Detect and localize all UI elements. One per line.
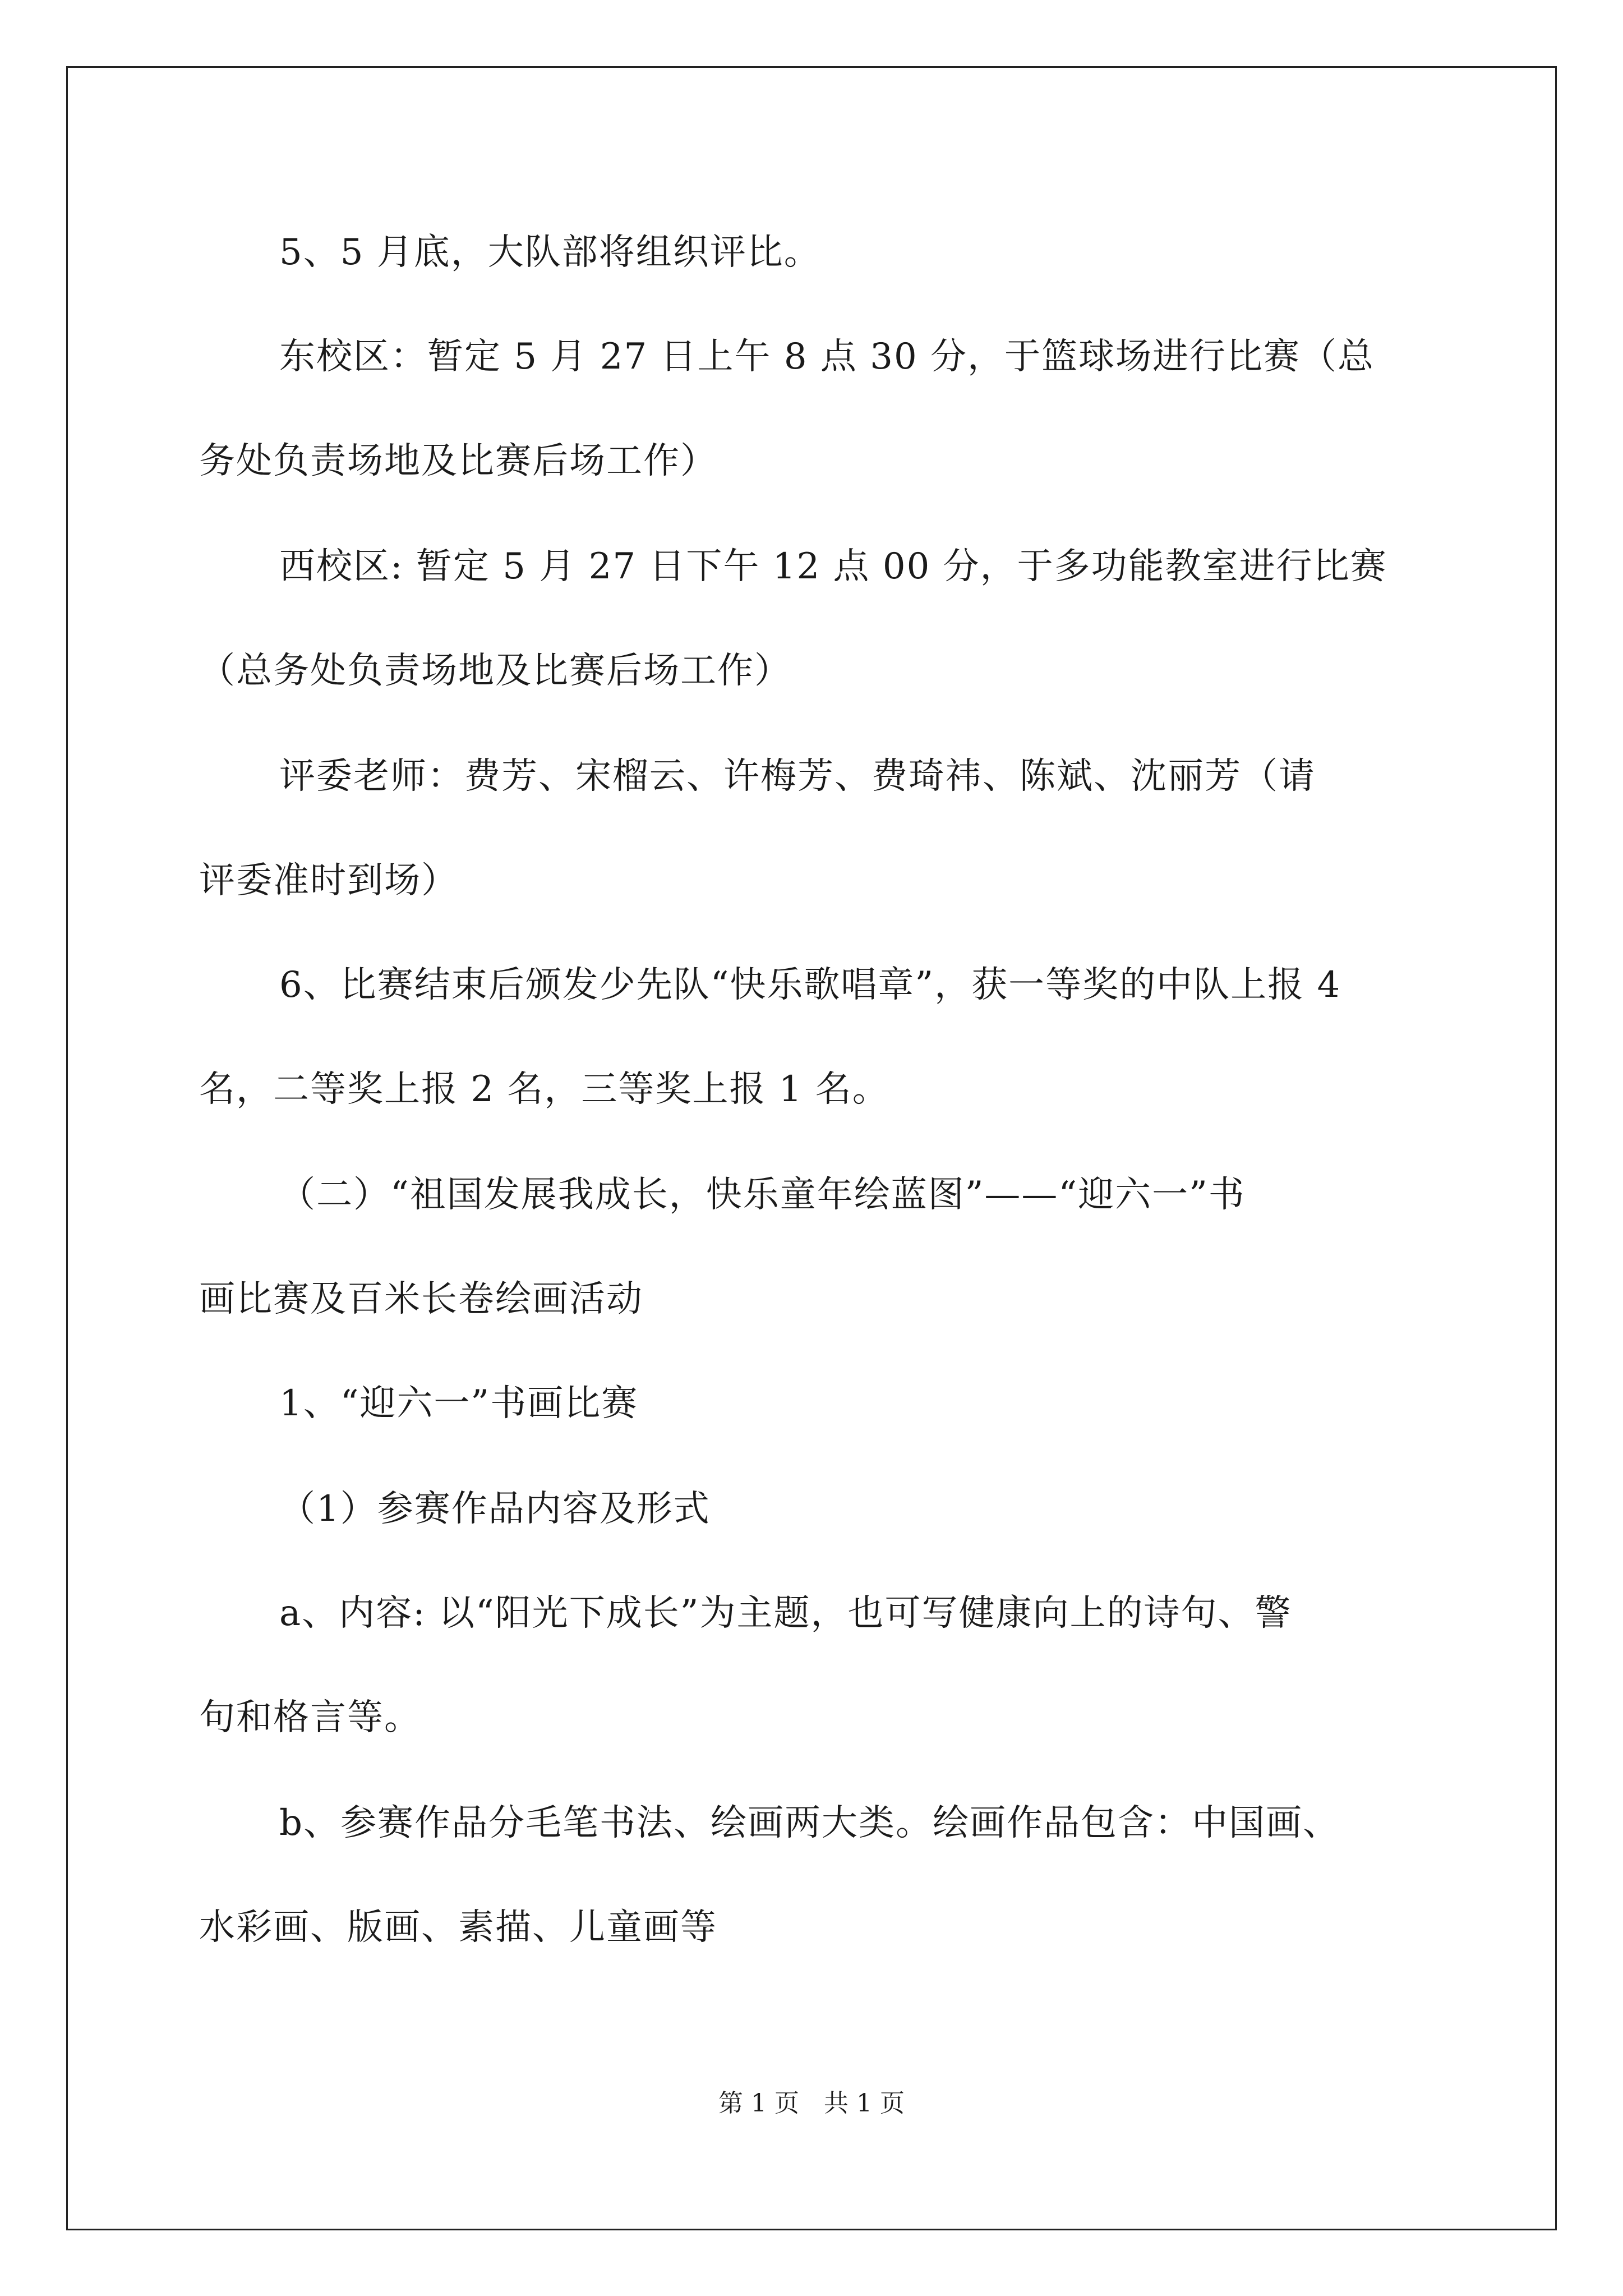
- text-line: a、内容: 以“阳光下成长”为主题，也可写健康向上的诗句、警: [279, 1593, 1292, 1634]
- text-line: 东校区：暂定 5 月 27 日上午 8 点 30 分，于篮球场进行比赛（总: [279, 336, 1375, 378]
- text-line: 务处负责场地及比赛后场工作）: [199, 440, 717, 482]
- text-line: 评委老师：费芳、宋榴云、许梅芳、费琦祎、陈斌、沈丽芳（请: [279, 756, 1316, 797]
- text-line: （二）“祖国发展我成长，快乐童年绘蓝图”——“迎六一”书: [279, 1174, 1246, 1216]
- page-footer: 第 1 页 共 1 页: [718, 2089, 905, 2118]
- text-line: 6、比赛结束后颁发少先队“快乐歌唱章”，获一等奖的中队上报 4: [279, 964, 1341, 1006]
- text-line: 评委准时到场）: [199, 860, 458, 901]
- text-line: 句和格言等。: [199, 1697, 421, 1738]
- text-line: b、参赛作品分毛笔书法、绘画两大类。绘画作品包含：中国画、: [279, 1802, 1340, 1844]
- text-line: 名，二等奖上报 2 名，三等奖上报 1 名。: [199, 1069, 889, 1110]
- text-line: 5、5 月底，大队部将组织评比。: [279, 232, 821, 273]
- text-line: （总务处负责场地及比赛后场工作）: [199, 650, 791, 692]
- text-line: 画比赛及百米长卷绘画活动: [199, 1278, 643, 1320]
- text-line: 水彩画、版画、素描、儿童画等: [199, 1907, 717, 1948]
- text-line: 西校区: 暂定 5 月 27 日下午 12 点 00 分，于多功能教室进行比赛: [279, 546, 1387, 587]
- text-line: 1、“迎六一”书画比赛: [279, 1383, 639, 1424]
- text-line: （1）参赛作品内容及形式: [279, 1488, 711, 1530]
